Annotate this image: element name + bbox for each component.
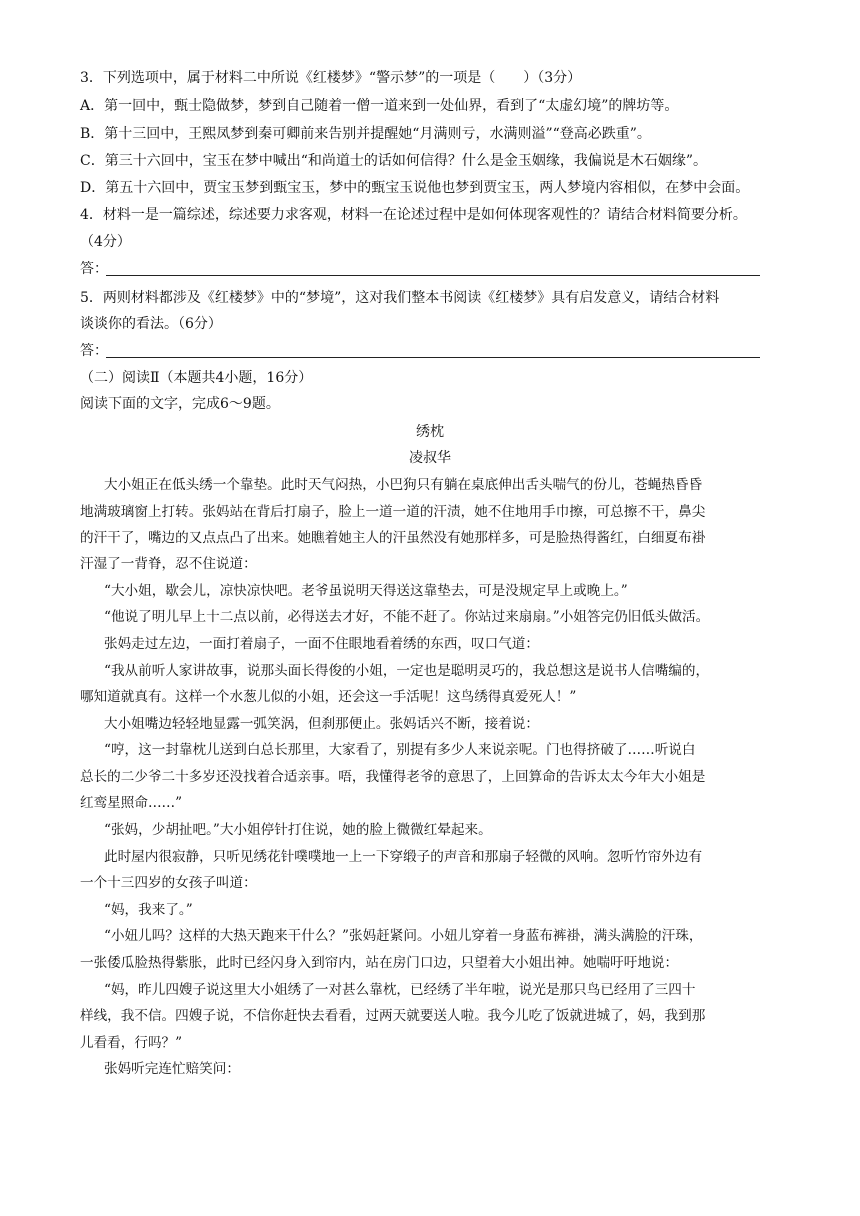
- story-line: “张妈，少胡扯吧。”大小姐停针打住说，她的脸上微微红晕起来。: [104, 822, 492, 838]
- story-author: 凌叔华: [409, 450, 451, 466]
- question-5-stem: 5．两则材料都涉及《红楼梦》中的“梦境”，这对我们整本书阅读《红楼梦》具有启发意义，请结合材料: [80, 290, 720, 306]
- question-3-option-d: D．第五十六回中，贾宝玉梦到甄宝玉，梦中的甄宝玉说他也梦到贾宝玉，两人梦境内容相似，在梦中会面。: [80, 180, 750, 196]
- story-line: “他说了明儿早上十二点以前，必得送去才好，不能不赶了。你站过来扇扇。”小姐答完仍旧低头做活。: [104, 609, 710, 625]
- story-line: “哼，这一封靠枕儿送到白总长那里，大家看了，别提有多少人来说亲呢。门也得挤破了……听说白: [104, 742, 696, 758]
- story-title: 绣枕: [416, 424, 444, 440]
- question-5-stem-cont: 谈谈你的看法。（6分）: [80, 316, 222, 332]
- story-line: 汗湿了一背脊，忍不住说道：: [80, 556, 257, 572]
- story-line: 此时屋内很寂静，只听见绣花针噗噗地一上一下穿缎子的声音和那扇子轻微的风响。忽听竹帘外边有: [104, 849, 703, 865]
- story-line: 张妈走过左边，一面打着扇子，一面不住眼地看着绣的东西，叹口气道：: [104, 636, 539, 652]
- story-line: 地满玻璃窗上打转。张妈站在背后打扇子，脸上一道一道的汗渍，她不住地用手巾擦，可总擦不干，鼻尖: [80, 504, 706, 520]
- question-4-answer-label: 答：: [80, 261, 108, 277]
- question-3-option-b: B．第十三回中，王熙凤梦到秦可卿前来告别并提醒她“月满则亏，水满则溢”“登高必跌重”。: [80, 126, 651, 142]
- story-line: 一个十三四岁的女孩子叫道：: [80, 875, 257, 891]
- story-line: 大小姐嘴边轻轻地显露一弧笑涡，但刹那便止。张妈话兴不断，接着说：: [104, 716, 539, 732]
- question-5-answer-label: 答：: [80, 343, 108, 359]
- story-line: “妈，我来了。”: [104, 902, 193, 918]
- story-line: “我从前听人家讲故事，说那头面长得俊的小姐，一定也是聪明灵巧的，我总想这是说书人信嘴编的，: [104, 663, 710, 679]
- question-4-stem: 4．材料一是一篇综述，综述要力求客观，材料一在论述过程中是如何体现客观性的？请结合材料简要分析。: [80, 207, 747, 223]
- question-5-answer-line[interactable]: [106, 357, 760, 358]
- story-line: 哪知道就真有。这样一个水葱儿似的小姐，还会这一手活呢！这鸟绣得真爱死人！”: [80, 689, 577, 705]
- story-line: 儿看看，行吗？”: [80, 1035, 183, 1051]
- question-4-stem-cont: （4分）: [80, 234, 131, 250]
- question-4-answer-line[interactable]: [106, 275, 760, 276]
- story-line: 总长的二少爷二十多岁还没找着合适亲事。唔，我懂得老爷的意思了，上回算命的告诉太太今年大小姐是: [80, 769, 706, 785]
- story-line: “大小姐，歇会儿，凉快凉快吧。老爷虽说明天得送这靠垫去，可是没规定早上或晚上。”: [104, 583, 628, 599]
- question-3-option-a: A．第一回中，甄士隐做梦，梦到自己随着一僧一道来到一处仙界，看到了“太虚幻境”的牌坊等。: [80, 98, 679, 114]
- section-heading: （二）阅读Ⅱ（本题共4小题，16分）: [80, 370, 313, 386]
- section-instruction: 阅读下面的文字，完成6～9题。: [80, 396, 280, 412]
- question-3-stem: 3．下列选项中，属于材料二中所说《红楼梦》“警示梦”的一项是（ ）（3分）: [80, 70, 582, 86]
- story-line: 的汗干了，嘴边的又点点凸了出来。她瞧着她主人的汗虽然没有她那样多，可是脸热得酱红，白细夏布褂: [80, 530, 706, 546]
- story-line: 样线，我不信。四嫂子说，不信你赶快去看看，过两天就要送人啦。我今儿吃了饭就进城了，妈，我到那: [80, 1008, 706, 1024]
- story-line: 大小姐正在低头绣一个靠垫。此时天气闷热，小巴狗只有躺在桌底伸出舌头喘气的份儿，苍蝇热昏昏: [104, 477, 703, 493]
- story-line: 红鸾星照命……”: [80, 795, 183, 811]
- story-line: 张妈听完连忙赔笑问：: [104, 1061, 240, 1077]
- story-line: “小妞儿吗？这样的大热天跑来干什么？”张妈赶紧问。小妞儿穿着一身蓝布裤褂，满头满脸的汗珠，: [104, 928, 703, 944]
- question-3-option-c: C．第三十六回中，宝玉在梦中喊出“和尚道士的话如何信得？什么是金玉姻缘，我偏说是木石姻缘”。: [80, 153, 708, 169]
- story-line: 一张倭瓜脸热得紫胀，此时已经闪身入到帘内，站在房门口边，只望着大小姐出神。她喘吁吁地说：: [80, 955, 679, 971]
- story-line: “妈，昨儿四嫂子说这里大小姐绣了一对甚么靠枕，已经绣了半年啦，说光是那只鸟已经用了三四十: [104, 982, 696, 998]
